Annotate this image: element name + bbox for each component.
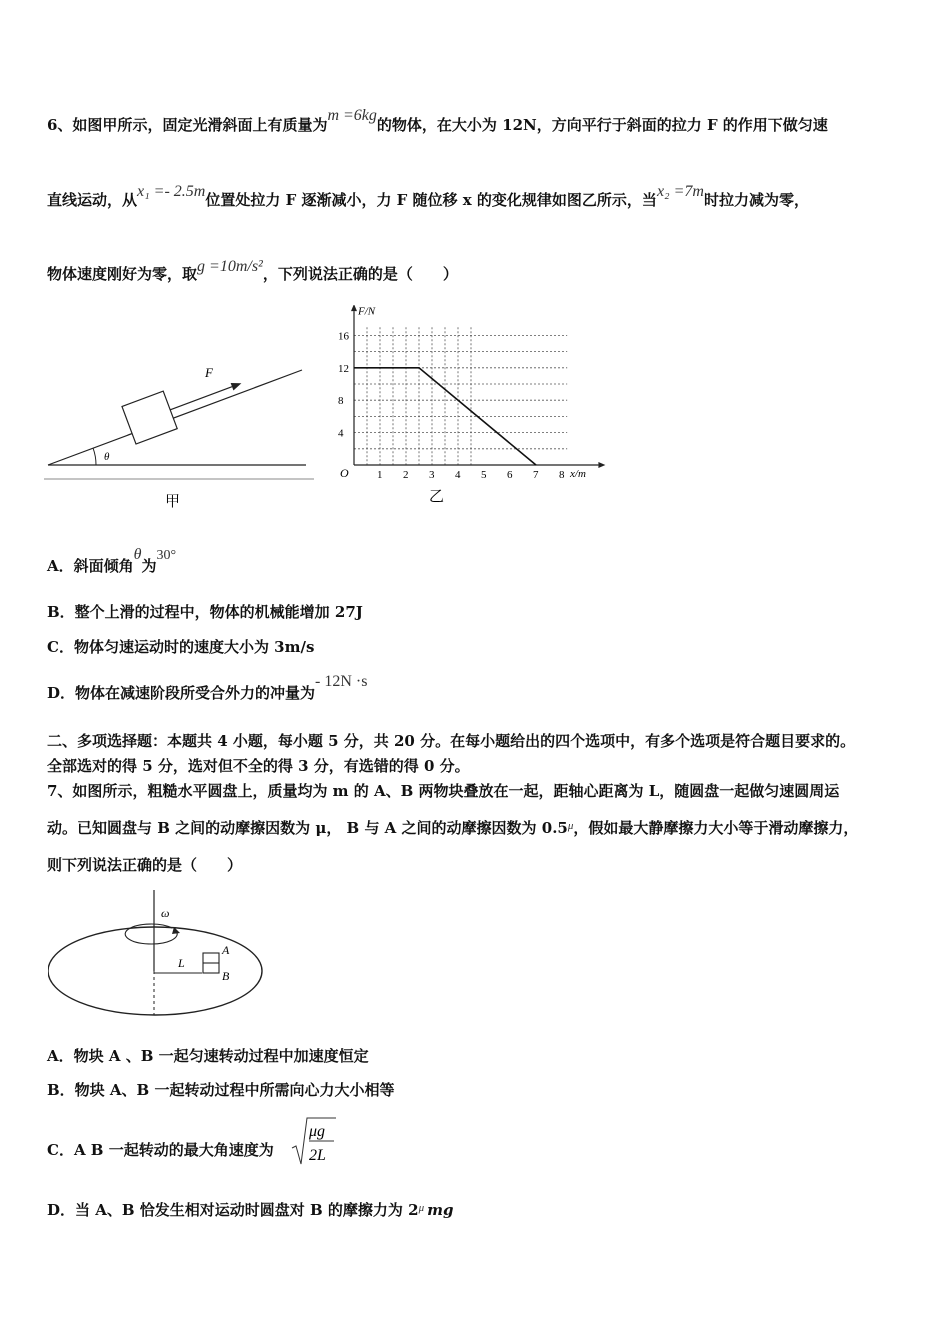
section2-line-2: 全部选对的得 5 分，选对但不全的得 3 分，有选错的得 0 分。 (47, 757, 470, 775)
x-tick-label: 2 (403, 469, 409, 481)
origin-label: O (340, 466, 349, 480)
q6-text: 6、如图甲所示，固定光滑斜面上有质量为 (47, 116, 328, 134)
A-label: A (222, 943, 230, 957)
q6-text: 物体速度刚好为零，取 (47, 265, 198, 283)
y-axis-label: F/N (358, 305, 376, 318)
mu-symbol: μ (418, 1202, 425, 1214)
x-tick-label: 4 (455, 469, 461, 481)
mu-symbol: μ (567, 820, 574, 832)
q6-option-c: C．物体匀速运动时的速度大小为 3m/s (47, 638, 315, 656)
q7-option-c (47, 1140, 274, 1160)
x-tick-label: 5 (481, 469, 487, 481)
option-d-text: D．物体在减速阶段所受合外力的冲量为 (47, 684, 316, 702)
y-tick-label: 16 (338, 330, 349, 343)
L-label: L (178, 956, 185, 970)
figure-disk (48, 885, 278, 1025)
mass-formula: m =6kg (327, 107, 377, 124)
x-tick-label: 3 (429, 469, 435, 481)
x-axis-label: x/m (570, 468, 586, 480)
x-axis-arrow (598, 462, 605, 468)
angle-value: 30° (156, 548, 177, 563)
q7-option-b: B．物块 A、B 一起转动过程中所需向心力大小相等 (47, 1081, 395, 1099)
theta-symbol: θ (133, 546, 142, 563)
q7-option-d (47, 1200, 453, 1222)
force-label: F (205, 365, 213, 380)
angle-label: θ (104, 451, 110, 463)
figure-yi-chart (322, 305, 607, 515)
x1-formula: x₁ =- 2.5m (137, 183, 206, 200)
x2-formula: x₂ =7m (656, 183, 704, 200)
caption-jia: 甲 (165, 494, 181, 510)
x-tick-label: 1 (377, 469, 383, 481)
y-tick-label: 4 (338, 427, 344, 440)
q6-option-b: B．整个上滑的过程中，物体的机械能增加 27J (47, 603, 363, 621)
impulse-value: - 12N ·s (315, 673, 368, 690)
caption-yi: 乙 (429, 489, 445, 505)
q6-text: 直线运动，从 (47, 191, 138, 209)
sqrt-denominator: 2L (309, 1147, 326, 1164)
q7-line-3: 则下列说法正确的是（ ） (47, 856, 243, 874)
q6-text: ，下列说法正确的是（ ） (262, 265, 458, 283)
y-axis-arrow (351, 305, 357, 311)
mg-text: mg (427, 1201, 454, 1219)
q6-option-d (47, 673, 368, 704)
q6-text: 的物体，在大小为 12N，方向平行于斜面的拉力 F 的作用下做匀速 (376, 116, 828, 134)
q6-text: 时拉力减为零， (703, 191, 809, 209)
sqrt-numerator: μg (309, 1123, 326, 1140)
q6-line-3 (47, 258, 458, 285)
x-tick-label: 7 (533, 469, 539, 481)
q6-text: 位置处拉力 F 逐渐减小，力 F 随位移 x 的变化规律如图乙所示，当 (205, 191, 657, 209)
sqrt-formula (290, 1114, 340, 1168)
y-tick-label: 8 (338, 395, 344, 408)
x-tick-label: 8 (559, 469, 565, 481)
option-d-text: D．当 A、B 恰发生相对运动时圆盘对 B 的摩擦力为 2 (47, 1201, 419, 1219)
q6-option-a (47, 546, 177, 578)
q7-line-2 (47, 818, 858, 840)
B-label: B (222, 969, 230, 983)
q7-option-a: A．物块 A 、B 一起匀速转动过程中加速度恒定 (47, 1047, 369, 1065)
figure-jia-incline (44, 360, 314, 510)
section2-line-1: 二、多项选择题：本题共 4 小题，每小题 5 分，共 20 分。在每小题给出的四个选项中，有多个选项是符合题目要求的。 (47, 732, 856, 750)
g-formula: g =10m/s² (197, 258, 263, 275)
q6-line-1 (47, 107, 828, 136)
y-tick-label: 12 (338, 362, 349, 375)
option-a-text-end: 为 (141, 557, 157, 575)
omega-label: ω (161, 906, 170, 920)
q6-line-2 (47, 183, 809, 211)
q7-line-1: 7、如图所示，粗糙水平圆盘上，质量均为 m 的 A、B 两物块叠放在一起，距轴心距离为 L，随圆盘一起做匀速圆周运 (47, 782, 840, 800)
x-tick-label: 6 (507, 469, 513, 481)
option-a-text: A．斜面倾角 (47, 557, 134, 575)
q7-text: ，假如最大静摩擦力大小等于滑动摩擦力， (573, 819, 859, 837)
q7-text: 动。已知圆盘与 B 之间的动摩擦因数为 μ， B 与 A 之间的动摩擦因数为 0.5 (47, 819, 568, 837)
option-c-text: C．A B 一起转动的最大角速度为 (47, 1141, 274, 1159)
